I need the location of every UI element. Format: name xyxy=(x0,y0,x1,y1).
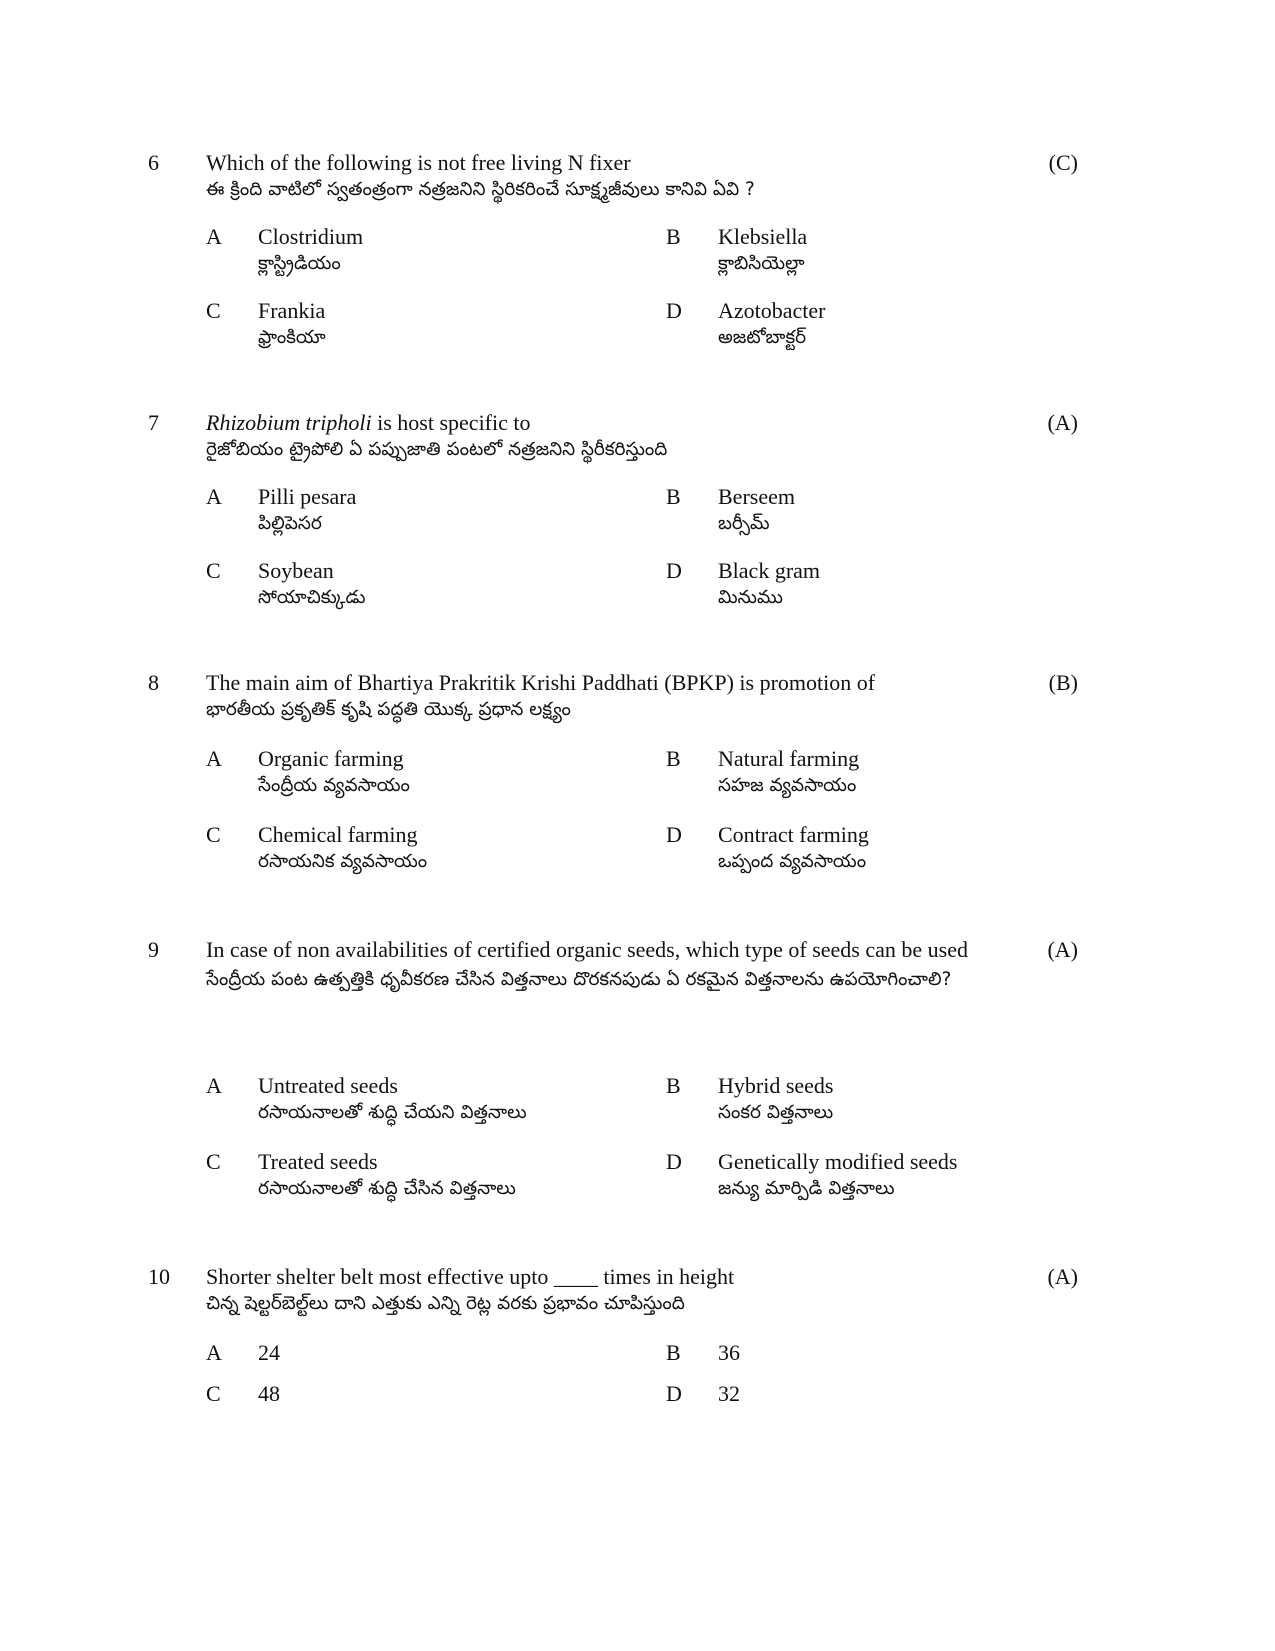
option-text-te: బర్సీమ్ xyxy=(718,513,770,534)
question-number: 8 xyxy=(148,670,159,695)
option-letter: B xyxy=(666,1073,681,1098)
option-text-en: Natural farming xyxy=(718,746,860,771)
question-text-en: Which of the following is not free living N fixer xyxy=(206,150,631,175)
question-number: 10 xyxy=(148,1264,170,1289)
option-text-en: Azotobacter xyxy=(718,298,826,323)
option-letter: C xyxy=(206,1381,221,1406)
option-text-en: Untreated seeds xyxy=(258,1073,398,1098)
answer-key: (A) xyxy=(1047,1264,1078,1289)
question-text-te: ఈ క్రింది వాటిలో స్వతంత్రంగా నత్రజనిని స్థిరికరించే సూక్ష్మజీవులు కానివి ఏవి ? xyxy=(206,179,755,200)
option-text-te: క్లాబిసియెల్లా xyxy=(718,253,805,274)
question-text-te: చిన్న షెల్టర్‌బెల్ట్‌లు దాని ఎత్తుకు ఎన్ని రెట్ల వరకు ప్రభావం చూపిస్తుంది xyxy=(206,1293,685,1314)
option-letter: A xyxy=(206,484,222,509)
option-text-te: జన్యు మార్పిడి విత్తనాలు xyxy=(718,1178,895,1199)
option-text-te: మినుము xyxy=(718,587,783,608)
option-letter: D xyxy=(666,1381,682,1406)
question-text-en: Shorter shelter belt most effective upto ____ times in height xyxy=(206,1264,735,1289)
option-text-te: సంకర విత్తనాలు xyxy=(718,1102,834,1123)
question-text-en: The main aim of Bhartiya Prakritik Krishi Paddhati (BPKP) is promotion of xyxy=(206,670,876,695)
question-text-italic: Rhizobium tripholi xyxy=(206,410,372,435)
question-text-te: రైజోబియం ట్రైపోలి ఏ పప్పుజాతి పంటలో నత్రజనిని స్థిరీకరిస్తుంది xyxy=(206,439,668,460)
option-text-en: Contract farming xyxy=(718,822,869,847)
question-number: 7 xyxy=(148,410,159,435)
option-text-te: సేంద్రీయ వ్యవసాయం xyxy=(258,775,410,796)
option-letter: B xyxy=(666,224,681,249)
option-text-en: Genetically modified seeds xyxy=(718,1149,958,1174)
option-text-te: రసాయనాలతో శుద్ధి చేయని విత్తనాలు xyxy=(258,1102,527,1123)
option-text-te: ఒప్పంద వ్యవసాయం xyxy=(718,851,867,872)
option-letter: B xyxy=(666,1340,681,1365)
option-text-te: సోయాచిక్కుడు xyxy=(258,587,366,608)
option-letter: A xyxy=(206,746,222,771)
question-text xyxy=(206,410,946,464)
option-letter: A xyxy=(206,1073,222,1098)
question-number: 6 xyxy=(148,150,159,175)
option-text-en: Hybrid seeds xyxy=(718,1073,834,1098)
option-text-te: క్లాస్ట్రిడియం xyxy=(258,253,341,274)
question-text-en: In case of non availabilities of certified organic seeds, which type of seeds can be used xyxy=(206,937,968,962)
option-text-en: 24 xyxy=(258,1340,280,1365)
option-text-te: రసాయనిక వ్యవసాయం xyxy=(258,851,428,872)
option-text-en: Pilli pesara xyxy=(258,484,357,509)
question-text-te: సేంద్రీయ పంట ఉత్పత్తికి ధృవీకరణ చేసిన విత్తనాలు దొరకనపుడు ఏ రకమైన విత్తనాలను ఉపయోగించాలి? xyxy=(206,969,952,990)
option-text-te: సహజ వ్యవసాయం xyxy=(718,775,857,796)
question-text xyxy=(206,670,946,724)
answer-key: (A) xyxy=(1047,410,1078,435)
answer-key: (B) xyxy=(1048,670,1078,695)
option-letter: D xyxy=(666,1149,682,1174)
question-text-en: is host specific to xyxy=(371,410,531,435)
option-text-en: 48 xyxy=(258,1381,280,1406)
option-text-en: Black gram xyxy=(718,558,821,583)
answer-key: (A) xyxy=(1047,937,1078,962)
question-text xyxy=(206,150,946,204)
option-text-en: Chemical farming xyxy=(258,822,418,847)
option-text-en: Klebsiella xyxy=(718,224,808,249)
option-letter: C xyxy=(206,558,221,583)
option-letter: D xyxy=(666,822,682,847)
question-number: 9 xyxy=(148,937,159,962)
option-letter: C xyxy=(206,1149,221,1174)
option-letter: C xyxy=(206,822,221,847)
option-text-te: పిల్లిపెసర xyxy=(258,513,322,534)
option-text-te: అజటోబాక్టర్ xyxy=(718,327,807,348)
option-letter: C xyxy=(206,298,221,323)
option-letter: B xyxy=(666,746,681,771)
answer-key: (C) xyxy=(1048,150,1078,175)
option-text-en: Frankia xyxy=(258,298,326,323)
option-text-en: Treated seeds xyxy=(258,1149,378,1174)
option-text-en: Organic farming xyxy=(258,746,404,771)
option-text-en: Soybean xyxy=(258,558,334,583)
question-text xyxy=(206,1264,946,1318)
option-letter: D xyxy=(666,558,682,583)
option-letter: B xyxy=(666,484,681,509)
option-letter: D xyxy=(666,298,682,323)
option-letter: A xyxy=(206,224,222,249)
question-text-te: భారతీయ ప్రకృతిక్ కృషి పద్ధతి యొక్క ప్రధాన లక్ష్యం xyxy=(206,699,571,720)
option-text-en: Berseem xyxy=(718,484,795,509)
option-text-en: Clostridium xyxy=(258,224,364,249)
option-text-te: రసాయనాలతో శుద్ధి చేసిన విత్తనాలు xyxy=(258,1178,516,1199)
question-text xyxy=(206,937,986,997)
option-text-en: 36 xyxy=(718,1340,740,1365)
option-text-en: 32 xyxy=(718,1381,740,1406)
option-text-te: ఫ్రాంకియా xyxy=(258,327,326,348)
option-letter: A xyxy=(206,1340,222,1365)
